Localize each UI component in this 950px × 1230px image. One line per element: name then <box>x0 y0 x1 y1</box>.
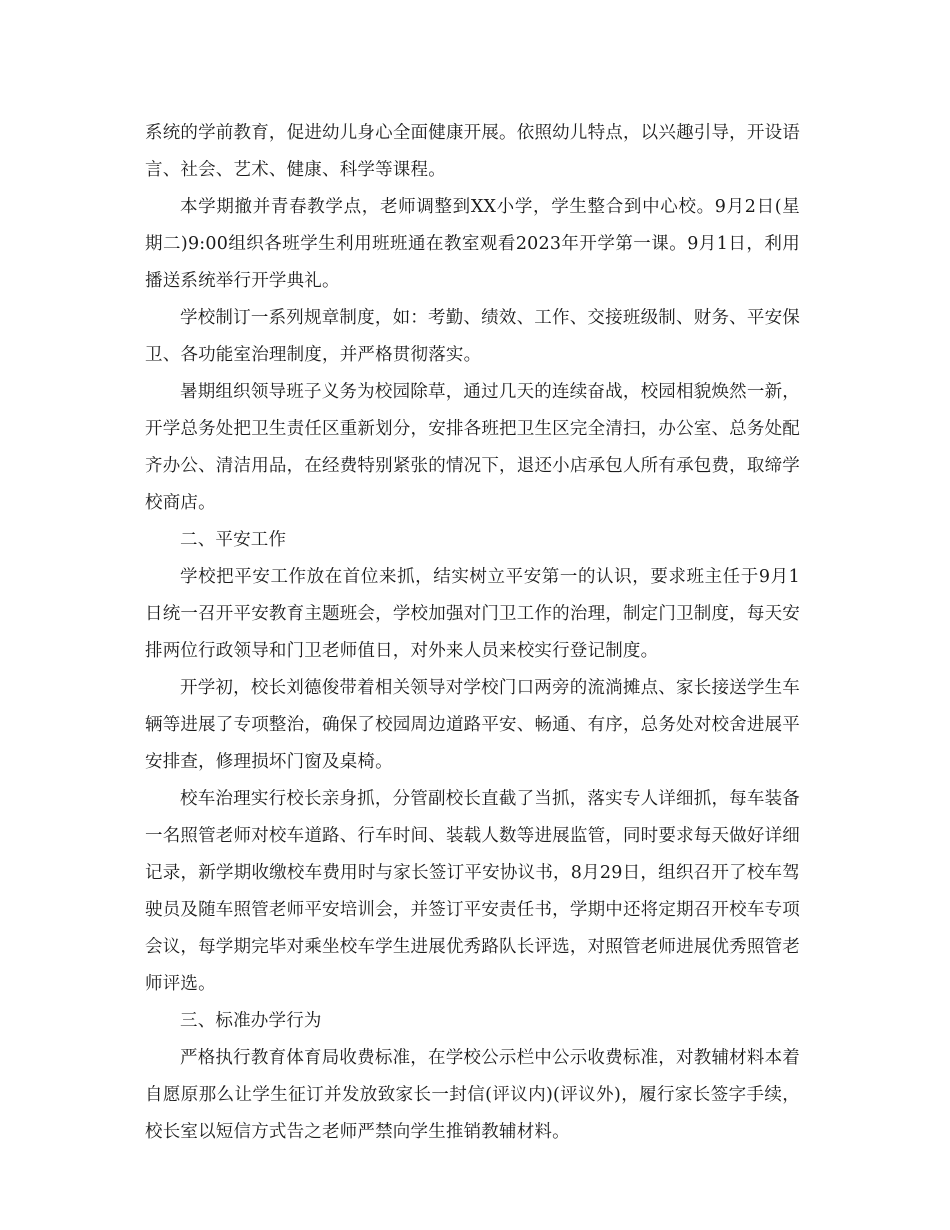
paragraph-gate-rectification: 开学初，校长刘德俊带着相关领导对学校门口两旁的流淌摊点、家长接送学生车辆等进展了专项整治，确保了校园周边道路平安、畅通、有序，总务处对校舍进展平安排查，修理损坏门窗及桌椅。 <box>145 678 800 772</box>
paragraph-campus-cleanup: 暑期组织领导班子义务为校园除草，通过几天的连续奋战，校园相貌焕然一新，开学总务处把卫生责任区重新划分，安排各班把卫生区完全清扫，办公室、总务处配齐办公、清洁用品，在经费特别紧张的情况下，退还小店承包人所有承包费，取缔学校商店。 <box>145 382 800 513</box>
document-body <box>145 115 800 1151</box>
paragraph-curriculum: 系统的学前教育，促进幼儿身心全面健康开展。依照幼儿特点，以兴趣引导，开设语言、社会、艺术、健康、科学等课程。 <box>145 123 800 180</box>
paragraph-regulations: 学校制订一系列规章制度，如：考勤、绩效、工作、交接班级制、财务、平安保卫、各功能室治理制度，并严格贯彻落实。 <box>145 308 800 365</box>
paragraph-school-merge: 本学期撤并青春教学点，老师调整到XX小学，学生整合到中心校。9月2日(星期二)9:00组织各班学生利用班班通在教室观看2023年开学第一课。9月1日，利用播送系统举行开学典礼。 <box>145 197 800 291</box>
section-heading-safety: 二、平安工作 <box>180 530 287 550</box>
section-heading-standard-conduct: 三、标准办学行为 <box>180 1011 322 1031</box>
paragraph-school-bus: 校车治理实行校长亲身抓，分管副校长直截了当抓，落实专人详细抓，每车装备一名照管老师对校车道路、行车时间、装载人数等进展监管，同时要求每天做好详细记录，新学期收缴校车费用时与家长签订平安协议书，8月29日，组织召开了校车驾驶员及随车照管老师平安培训会，并签订平安责任书，学期中还将定期召开校车专项会议，每学期完毕对乘坐校车学生进展优秀路队长评选，对照管老师进展优秀照管老师评选。 <box>145 789 800 994</box>
paragraph-safety-priority: 学校把平安工作放在首位来抓，结实树立平安第一的认识，要求班主任于9月1日统一召开平安教育主题班会，学校加强对门卫工作的治理，制定门卫制度，每天安排两位行政领导和门卫老师值日，对外来人员来校实行登记制度。 <box>145 567 800 661</box>
paragraph-fee-standards: 严格执行教育体育局收费标准，在学校公示栏中公示收费标准，对教辅材料本着自愿原那么让学生征订并发放致家长一封信(评议内)(评议外)，履行家长签字手续，校长室以短信方式告之老师严禁向学生推销教辅材料。 <box>145 1048 800 1142</box>
